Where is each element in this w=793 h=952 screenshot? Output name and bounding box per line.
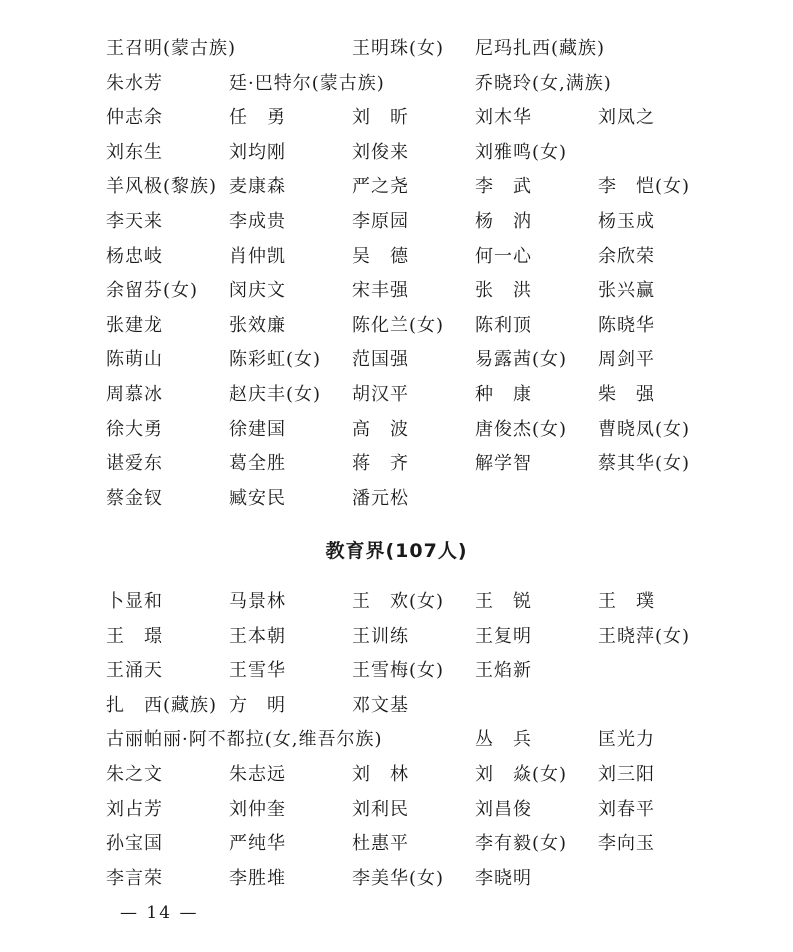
name-entry: 王雪梅(女): [352, 660, 445, 682]
name-entry: 刘三阳: [598, 764, 655, 785]
name-entry: 杨玉成: [598, 211, 655, 232]
name-entry: 周剑平: [598, 349, 655, 371]
name-entry: 王 璞: [598, 591, 655, 612]
name-row: [0, 138, 793, 168]
name-entry: 刘仲奎: [229, 798, 286, 820]
name-entry: 王焰新: [475, 660, 532, 682]
name-entry: 陈晓华: [598, 314, 655, 336]
name-row: [0, 691, 793, 721]
name-row: [0, 103, 793, 133]
name-row: [0, 172, 793, 202]
page-number: — 14 —: [120, 903, 199, 923]
name-entry: 陈萌山: [106, 349, 163, 371]
name-entry: 曹晓凤(女): [598, 418, 691, 440]
name-entry: 卜显和: [106, 591, 163, 612]
name-entry: 张效廉: [229, 314, 286, 336]
name-entry: 种 康: [475, 384, 532, 405]
name-row: [0, 587, 793, 617]
name-entry: 王召明(蒙古族): [106, 38, 237, 59]
name-entry: 刘俊来: [352, 141, 409, 163]
name-entry: 胡汉平: [352, 384, 409, 405]
name-entry: 臧安民: [229, 487, 286, 509]
name-row: [0, 725, 793, 755]
name-entry: 余欣荣: [598, 245, 655, 267]
name-entry: 严纯华: [229, 833, 286, 855]
name-entry: 李言荣: [106, 867, 163, 889]
name-entry: 严之尧: [352, 176, 409, 198]
name-entry: 刘均刚: [229, 141, 286, 163]
name-row: [0, 242, 793, 272]
name-entry: 余留芬(女): [106, 280, 199, 302]
name-entry: 陈彩虹(女): [229, 349, 322, 371]
name-entry: 张建龙: [106, 314, 163, 336]
name-entry: 扎 西(藏族): [106, 694, 218, 716]
name-entry: 刘雅鸣(女): [475, 141, 568, 163]
name-entry: 李胜堆: [229, 867, 286, 889]
name-entry: 仲志余: [106, 107, 163, 129]
name-entry: 王明珠(女): [352, 38, 445, 59]
name-entry: 丛 兵: [475, 729, 532, 751]
name-entry: 羊风极(黎族): [106, 176, 218, 198]
name-entry: 刘木华: [475, 107, 532, 129]
name-entry: 朱水芳: [106, 72, 163, 94]
name-entry: 杨忠岐: [106, 245, 163, 267]
name-row: [0, 484, 793, 514]
name-row: [0, 415, 793, 445]
name-row: [0, 829, 793, 859]
name-entry: 王 锐: [475, 591, 532, 612]
name-entry: 谌爱东: [106, 453, 163, 475]
name-entry: 潘元松: [352, 487, 409, 509]
name-entry: 李 恺(女): [598, 176, 691, 198]
name-row: [0, 380, 793, 410]
name-entry: 杜惠平: [352, 833, 409, 855]
name-entry: 陈化兰(女): [352, 314, 445, 336]
name-row: [0, 276, 793, 306]
name-entry: 李天来: [106, 211, 163, 232]
name-entry: 葛全胜: [229, 453, 286, 475]
name-entry: 廷·巴特尔(蒙古族): [229, 72, 385, 94]
name-entry: 马景林: [229, 591, 286, 612]
name-row: [0, 34, 793, 64]
name-entry: 李晓明: [475, 867, 532, 889]
name-entry: 孙宝国: [106, 833, 163, 855]
name-entry: 闵庆文: [229, 280, 286, 302]
name-row: [0, 864, 793, 894]
name-entry: 赵庆丰(女): [229, 384, 322, 405]
name-entry: 李成贵: [229, 211, 286, 232]
name-entry: 徐大勇: [106, 418, 163, 440]
name-entry: 解学智: [475, 453, 532, 475]
name-entry: 李 武: [475, 176, 532, 198]
name-entry: 麦康森: [229, 176, 286, 198]
name-entry: 徐建国: [229, 418, 286, 440]
name-entry: 陈利顶: [475, 314, 532, 336]
name-entry: 尼玛扎西(藏族): [475, 38, 606, 59]
name-entry: 肖仲凯: [229, 245, 286, 267]
name-entry: 周慕冰: [106, 384, 163, 405]
name-entry: 李原园: [352, 211, 409, 232]
name-entry: 张 洪: [475, 280, 532, 302]
name-entry: 李有毅(女): [475, 833, 568, 855]
name-entry: 唐俊杰(女): [475, 418, 568, 440]
name-entry: 李美华(女): [352, 867, 445, 889]
name-entry: 王 欢(女): [352, 591, 445, 612]
name-row: [0, 449, 793, 479]
name-entry: 王涌天: [106, 660, 163, 682]
name-row: [0, 207, 793, 237]
section-heading-education: 教育界(107人): [325, 540, 468, 562]
name-entry: 范国强: [352, 349, 409, 371]
name-entry: 刘 焱(女): [475, 764, 568, 785]
name-entry: 蔡金钗: [106, 487, 163, 509]
name-entry: 王本朝: [229, 625, 286, 647]
name-row: [0, 622, 793, 652]
name-row: [0, 345, 793, 375]
name-row: [0, 656, 793, 686]
name-entry: 刘 昕: [352, 107, 409, 129]
name-entry: 任 勇: [229, 107, 286, 129]
name-entry: 朱志远: [229, 764, 286, 785]
name-row: [0, 795, 793, 825]
name-entry: 王雪华: [229, 660, 286, 682]
name-entry: 王晓萍(女): [598, 625, 691, 647]
name-entry: 刘 林: [352, 764, 409, 785]
name-entry: 王 璟: [106, 625, 163, 647]
name-row: [0, 69, 793, 99]
name-entry: 方 明: [229, 694, 286, 716]
name-entry: 朱之文: [106, 764, 163, 785]
name-entry: 刘春平: [598, 798, 655, 820]
name-entry: 李向玉: [598, 833, 655, 855]
name-entry: 杨 汭: [475, 211, 532, 232]
name-entry: 乔晓玲(女,满族): [475, 72, 612, 94]
name-entry: 易露茜(女): [475, 349, 568, 371]
name-entry: 王复明: [475, 625, 532, 647]
name-entry: 柴 强: [598, 384, 655, 405]
name-row: [0, 760, 793, 790]
name-entry: 蒋 齐: [352, 453, 409, 475]
name-entry: 高 波: [352, 418, 409, 440]
name-entry: 刘东生: [106, 141, 163, 163]
name-entry: 刘占芳: [106, 798, 163, 820]
name-entry: 张兴赢: [598, 280, 655, 302]
name-entry: 刘凤之: [598, 107, 655, 129]
name-entry: 吴 德: [352, 245, 409, 267]
name-entry: 蔡其华(女): [598, 453, 691, 475]
name-entry: 邓文基: [352, 694, 409, 716]
name-entry: 何一心: [475, 245, 532, 267]
name-row: [0, 311, 793, 341]
name-entry: 古丽帕丽·阿不都拉(女,维吾尔族): [106, 729, 383, 751]
name-entry: 宋丰强: [352, 280, 409, 302]
name-entry: 刘利民: [352, 798, 409, 820]
name-entry: 刘昌俊: [475, 798, 532, 820]
name-entry: 匡光力: [598, 729, 655, 751]
name-entry: 王训练: [352, 625, 409, 647]
